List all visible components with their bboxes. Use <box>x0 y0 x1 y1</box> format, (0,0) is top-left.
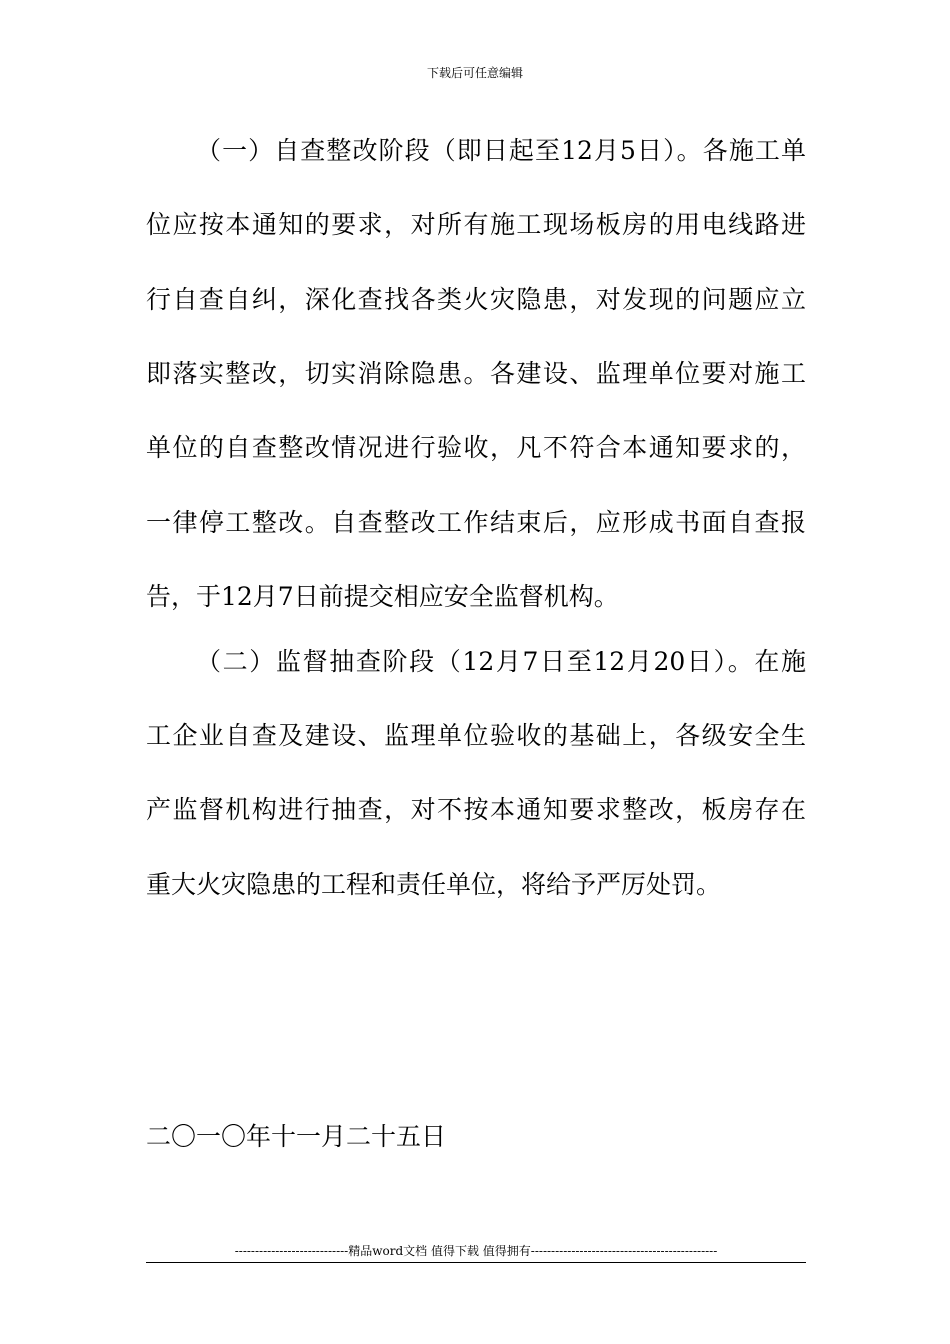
footer-text: ----------------------------精品word文档 值得下载 值得拥有---------------------------------------------- <box>234 1244 718 1258</box>
document-date: 二〇一〇年十一月二十五日 <box>146 1122 447 1151</box>
paragraph-2-line: 重大火灾隐患的工程和责任单位，将给予严厉处罚。 <box>146 870 722 899</box>
paragraph-1-line: 即落实整改，切实消除隐患。各建设、监理单位要对施工 <box>146 359 806 388</box>
paragraph-2-line: 工企业自查及建设、监理单位验收的基础上，各级安全生 <box>146 721 806 750</box>
paragraph-1-line: 告，于12月7日前提交相应安全监督机构。 <box>146 582 619 611</box>
paragraph-1-line: 单位的自查整改情况进行验收，凡不符合本通知要求的， <box>146 433 806 462</box>
paragraph-2-line: 产监督机构进行抽查，对不按本通知要求整改，板房存在 <box>146 795 806 824</box>
paragraph-1-line: 行自查自纠，深化查找各类火灾隐患，对发现的问题应立 <box>146 285 806 314</box>
paragraph-1-line: 一律停工整改。自查整改工作结束后，应形成书面自查报 <box>146 508 806 537</box>
paragraph-1-line: （一）自查整改阶段（即日起至12月5日）。各施工单 <box>196 136 806 165</box>
page-header-note: 下载后可任意编辑 <box>426 66 523 80</box>
paragraph-1-line: 位应按本通知的要求，对所有施工现场板房的用电线路进 <box>146 210 806 239</box>
footer-rule <box>146 1262 806 1263</box>
paragraph-2-line: （二）监督抽查阶段（12月7日至12月20日）。在施 <box>196 647 806 676</box>
